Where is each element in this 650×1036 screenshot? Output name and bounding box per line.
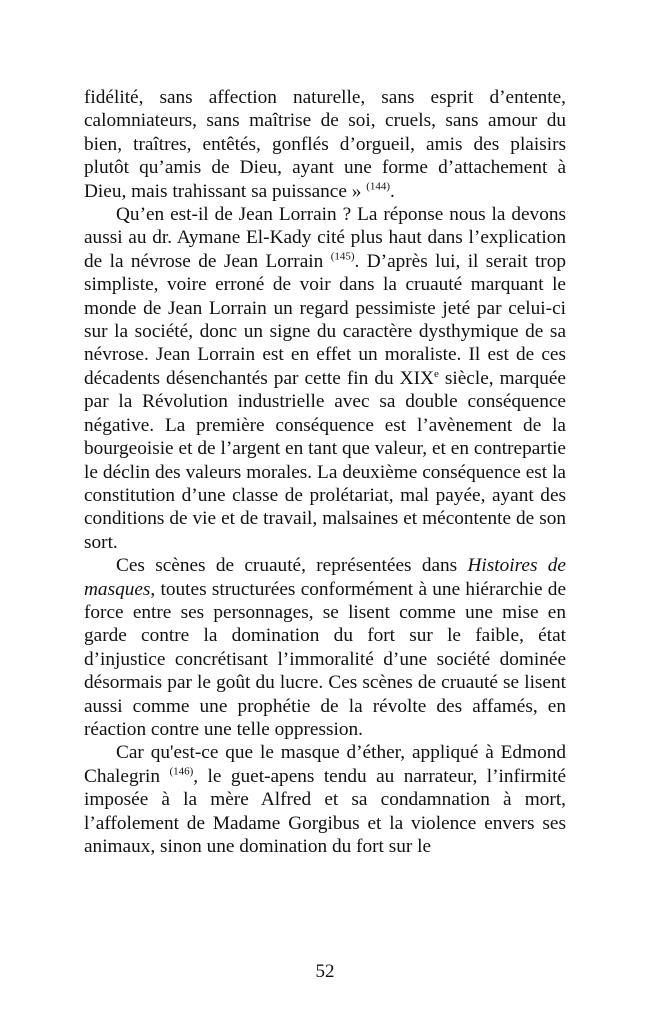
paragraph-3 [84, 554, 566, 741]
paragraph-text: . [390, 180, 395, 202]
footnote-ref-146: (146) [169, 765, 194, 778]
paragraph-text: , le guet-apens tendu au narrateur, l’infirmité imposée à la mère Alfred et sa condamnation à mort, l’affolement de Madame Gorgibus et la violence envers ses animaux, sinon une domination du fort sur le [84, 765, 567, 857]
century-superscript: e [433, 367, 439, 380]
paragraph-4 [84, 741, 566, 858]
paragraph-text: Car qu'est-ce que le masque d’éther, appliqué à Edmond Chalegrin [84, 742, 566, 787]
footnote-ref-145: (145) [330, 250, 355, 263]
paragraph-text: Ces scènes de cruauté, représentées dans [116, 555, 468, 577]
paragraph-2 [84, 203, 566, 554]
paragraph-text: siècle, marquée par la Révolution industrielle avec sa double conséquence négative. La première conséquence est l’avènement de la bourgeoisie et de l’argent en tant que valeur, et en contrepartie le déclin des valeurs morales. La deuxième conséquence est la constitution d’une classe de prolétariat, mal payée, ayant des conditions de vie et de travail, malsaines et mécontente de son sort. [84, 367, 566, 553]
page-number: 52 [315, 961, 335, 982]
paragraph-1 [84, 86, 566, 203]
page-body [84, 86, 566, 858]
footnote-ref-144: (144) [366, 180, 391, 193]
paragraph-text: fidélité, sans affection naturelle, sans esprit d’entente, calomniateurs, sans maîtrise de soi, cruels, sans amour du bien, traîtres, entêtés, gonflés d’orgueil, amis des plaisirs plutôt qu’amis de Dieu, ayant une forme d’attachement à Dieu, mais trahissant sa puissance » [84, 87, 566, 202]
paragraph-text: Qu’en est-il de Jean Lorrain ? La réponse nous la devons aussi au dr. Aymane El-Kady cité plus haut dans l’explication de la névrose de Jean Lorrain [84, 204, 566, 272]
paragraph-text: , toutes structurées conformément à une hiérarchie de force entre ses personnages, se lisent comme une mise en garde contre la domination du fort sur le faible, état d’injustice concrétisant l’immoralité d’une société dominée désormais par le goût du lucre. Ces scènes de cruauté se lisent aussi comme une prophétie de la révolte des affamés, en réaction contre une telle oppression. [84, 578, 566, 740]
paragraph-text: . D’après lui, il serait trop simpliste, voire erroné de voir dans la cruauté marquant le monde de Jean Lorrain un regard pessimiste jeté par celui-ci sur la société, donc un signe du caractère dysthymique de sa névrose. Jean Lorrain est en effet un moraliste. Il est de ces décadents désenchantés par cette fin du XIX [84, 250, 566, 389]
book-title: Histoires de masques [84, 555, 566, 600]
